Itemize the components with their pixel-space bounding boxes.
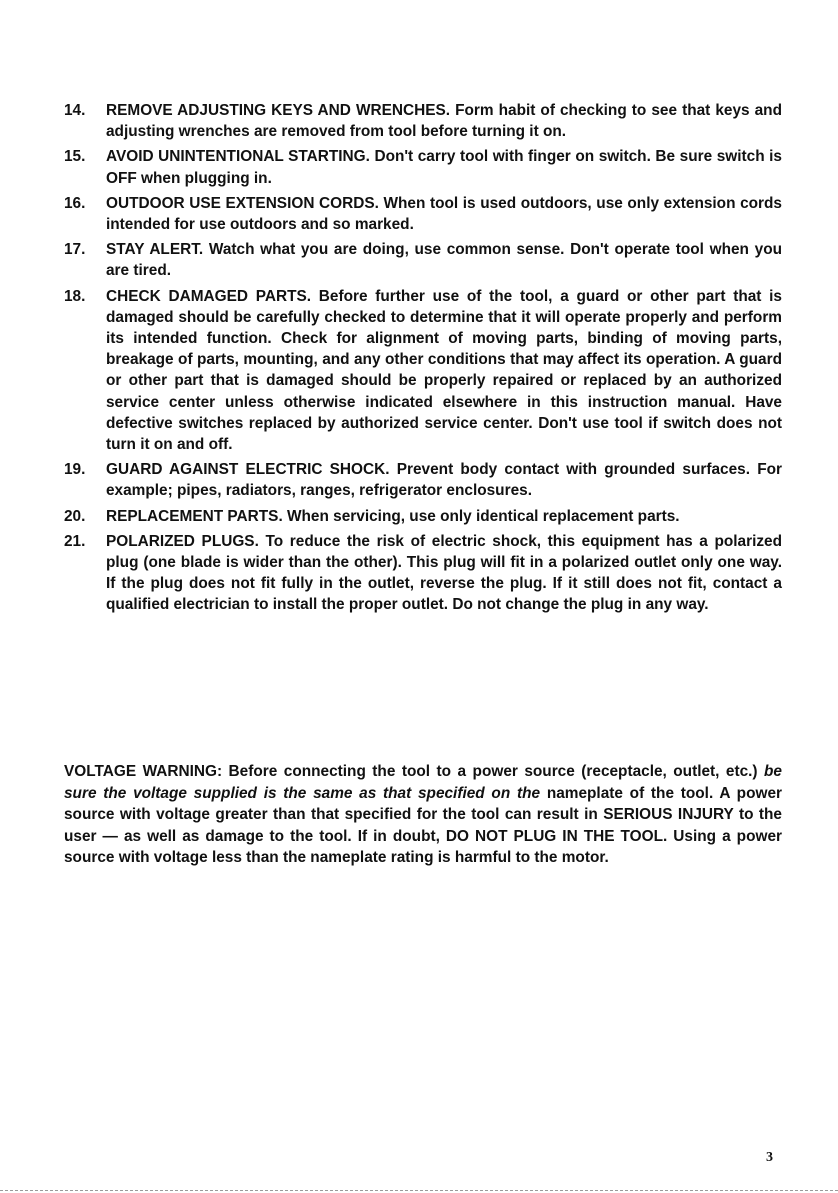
rule-body: Form habit of checking to see that keys and adjusting wrenches are removed from tool before turning it on. xyxy=(106,102,782,141)
voltage-warning-label: VOLTAGE WARNING: xyxy=(64,763,223,780)
rule-body: When servicing, use only identical replacement parts. xyxy=(287,507,680,525)
voltage-warning-text-continued: nameplate of the tool. A power source with voltage greater than that specified for the tool can result in SERIOUS INJURY to the user — as well as damage to the tool. If in doubt, DO NOT PLUG IN THE TOOL. Using a power source with voltage less than the nameplate rating is harmful to the motor. xyxy=(64,784,782,866)
rule-body: Before further use of the tool, a guard or other part that is damaged should be carefully checked to determine that it will operate properly and perform its intended function. Check for alignment of moving parts, binding of moving parts, breakage of parts, mounting, and any other conditions that may affect its operation. A guard or other part that is damaged should be properly repaired or replaced by an authorized service center unless otherwise indicated elsewhere in this instruction manual. Have defective switches replaced by authorized service center. Don't use tool if switch does not turn it on and off. xyxy=(106,287,782,454)
rule-21 xyxy=(64,531,782,616)
rule-16 xyxy=(64,193,782,235)
rule-15 xyxy=(64,146,782,188)
rule-number: 16. xyxy=(64,194,86,212)
voltage-warning xyxy=(64,761,782,869)
rule-heading: GUARD AGAINST ELECTRIC SHOCK. xyxy=(106,461,390,479)
page-bottom-border xyxy=(0,1190,838,1191)
rule-20 xyxy=(64,506,782,527)
safety-rules-list xyxy=(64,100,782,620)
rule-heading: CHECK DAMAGED PARTS. xyxy=(106,287,312,305)
rule-18 xyxy=(64,286,782,456)
rule-heading: REMOVE ADJUSTING KEYS AND WRENCHES. xyxy=(106,102,451,119)
rule-19 xyxy=(64,459,782,501)
rule-17 xyxy=(64,239,782,281)
rule-heading: POLARIZED PLUGS. xyxy=(106,532,259,550)
rule-number: 20. xyxy=(64,507,86,525)
rule-number: 21. xyxy=(64,532,86,550)
rule-number: 18. xyxy=(64,287,86,305)
page-number: 3 xyxy=(766,1150,773,1165)
rule-body: Watch what you are doing, use common sense. Don't operate tool when you are tired. xyxy=(106,241,782,280)
voltage-warning-emphasis: be sure the voltage supplied is the same as that specified on the xyxy=(64,763,782,802)
rule-body: Prevent body contact with grounded surfaces. For example; pipes, radiators, ranges, refrigerator enclosures. xyxy=(106,461,782,500)
rule-body: When tool is used outdoors, use only extension cords intended for use outdoors and so marked. xyxy=(106,194,782,234)
voltage-warning-text: Before connecting the tool to a power source (receptacle, outlet, etc.) xyxy=(228,763,758,780)
rule-body: To reduce the risk of electric shock, this equipment has a polarized plug (one blade is wider than the other). This plug will fit in a polarized outlet only one way. If the plug does not fit fully in the outlet, reverse the plug. If it still does not fit, contact a qualified electrician to install the proper outlet. Do not change the plug in any way. xyxy=(106,532,783,614)
rule-number: 15. xyxy=(64,148,86,166)
rule-heading: REPLACEMENT PARTS. xyxy=(106,507,283,525)
rule-number: 17. xyxy=(64,241,86,259)
rule-heading: OUTDOOR USE EXTENSION CORDS. xyxy=(106,194,379,212)
rule-heading: AVOID UNINTENTIONAL STARTING. xyxy=(106,148,370,166)
rule-heading: STAY ALERT. xyxy=(106,241,204,259)
rule-number: 19. xyxy=(64,461,86,479)
rule-number: 14. xyxy=(64,102,86,119)
rule-14 xyxy=(64,100,782,142)
rule-body: Don't carry tool with finger on switch. Be sure switch is OFF when plugging in. xyxy=(106,148,782,187)
